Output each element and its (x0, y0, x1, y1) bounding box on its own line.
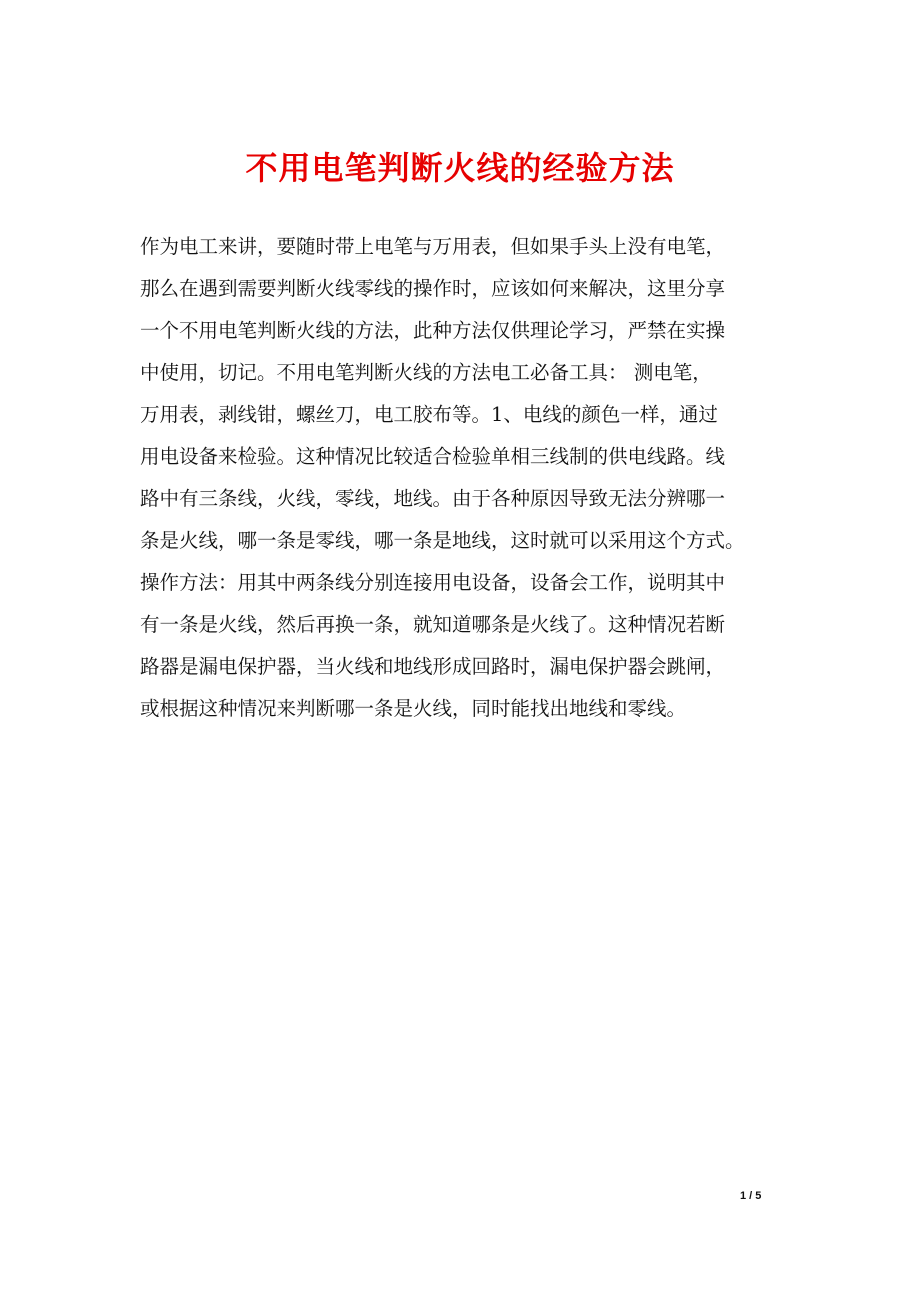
body-line: 路器是漏电保护器，当火线和地线形成回路时，漏电保护器会跳闸， (140, 655, 726, 678)
page-number: 1 / 5 (740, 1190, 762, 1202)
body-line: 或根据这种情况来判断哪一条是火线，同时能找出地线和零线。 (140, 697, 687, 720)
document-body (140, 226, 790, 730)
body-line: 路中有三条线，火线，零线，地线。由于各种原因导致无法分辨哪一 (140, 487, 726, 510)
body-line: 操作方法：用其中两条线分别连接用电设备，设备会工作，说明其中 (140, 571, 726, 594)
body-line: 一个不用电笔判断火线的方法，此种方法仅供理论学习，严禁在实操 (140, 319, 726, 342)
document-title: 不用电笔判断火线的经验方法 (245, 149, 675, 187)
body-line: 那么在遇到需要判断火线零线的操作时，应该如何来解决，这里分享 (140, 277, 726, 300)
body-line: 中使用，切记。不用电笔判断火线的方法电工必备工具： 测电笔， (140, 361, 712, 384)
body-line: 用电设备来检验。这种情况比较适合检验单相三线制的供电线路。线 (140, 445, 726, 468)
body-line: 万用表，剥线钳，螺丝刀，电工胶布等。1、电线的颜色一样，通过 (140, 403, 718, 426)
body-line: 有一条是火线，然后再换一条，就知道哪条是火线了。这种情况若断 (140, 613, 726, 636)
body-line: 作为电工来讲，要随时带上电笔与万用表，但如果手头上没有电笔， (140, 235, 726, 258)
body-line: 条是火线，哪一条是零线，哪一条是地线，这时就可以采用这个方式。 (140, 529, 745, 552)
